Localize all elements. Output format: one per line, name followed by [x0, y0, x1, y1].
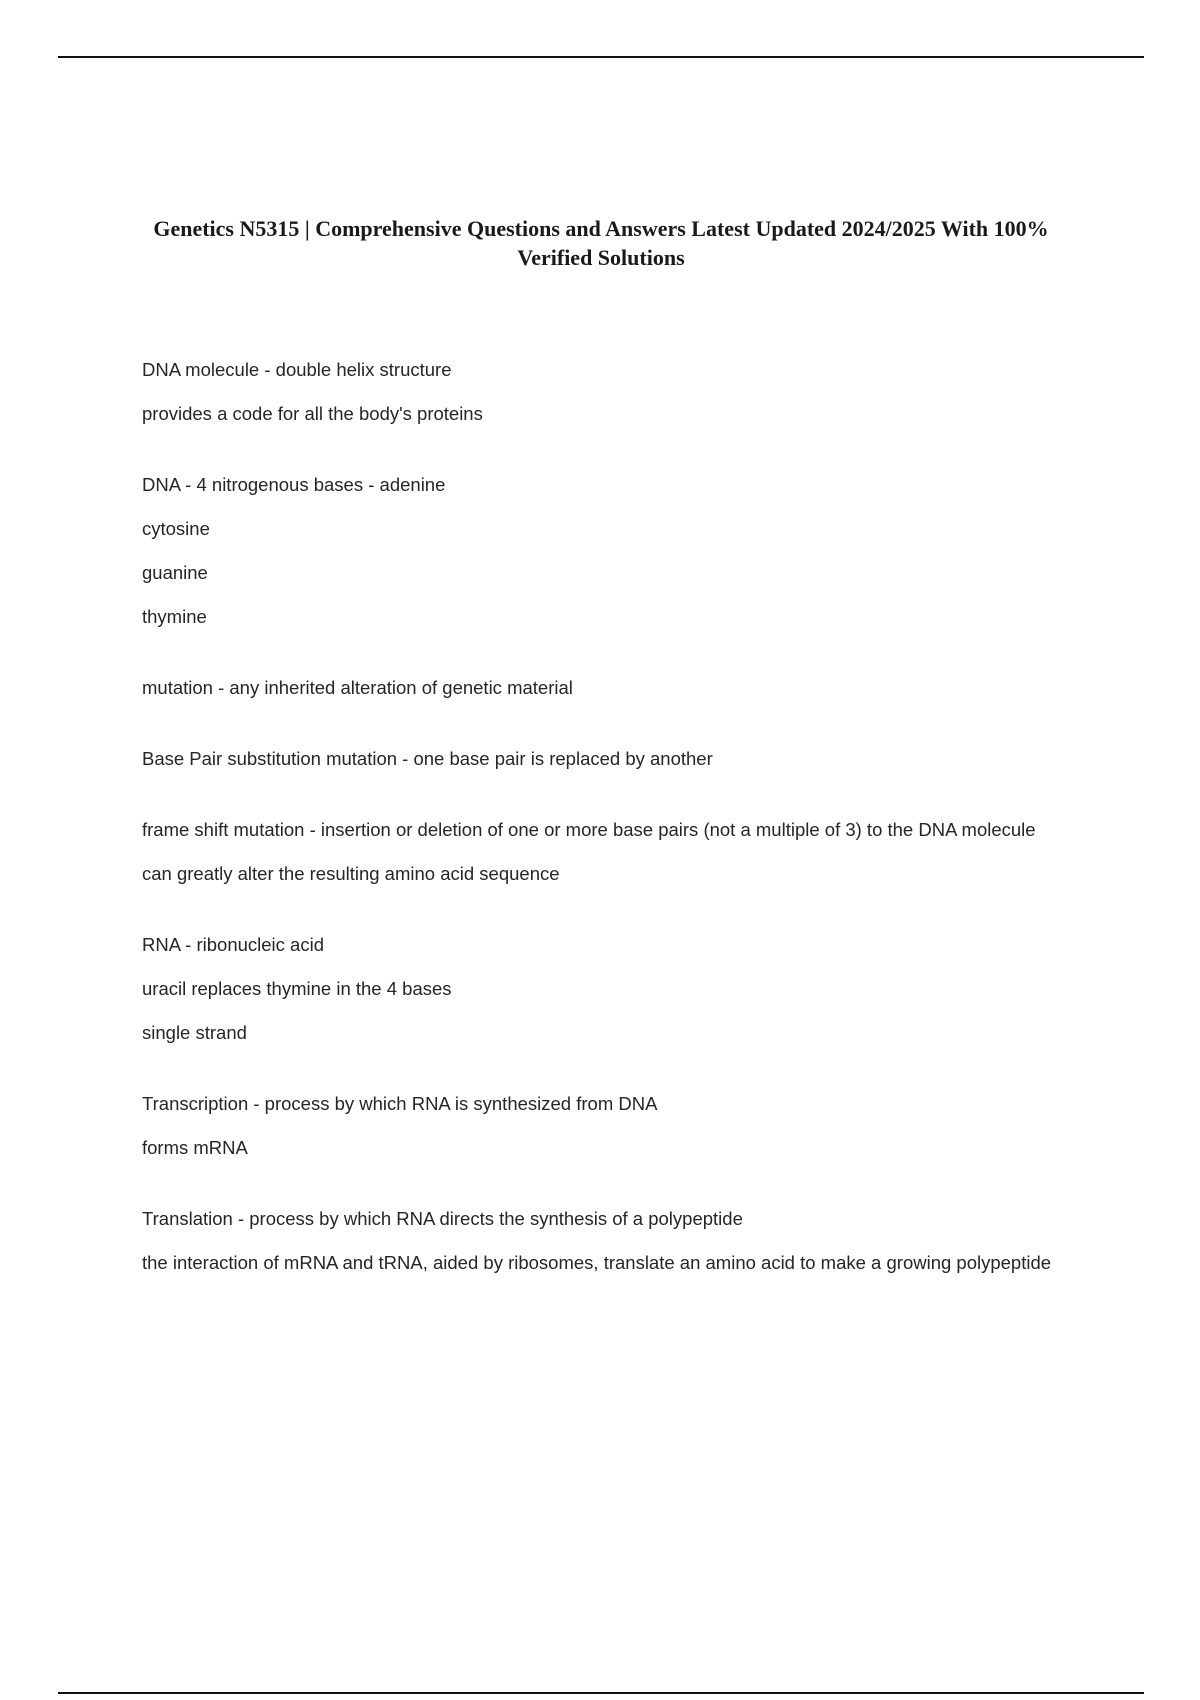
header-rule — [58, 56, 1144, 58]
qa-entry — [142, 1090, 1062, 1162]
document-body — [142, 356, 1062, 1320]
qa-entry — [142, 1205, 1062, 1277]
entry-line: RNA - ribonucleic acid — [142, 934, 324, 955]
entry-line: single strand — [142, 1022, 247, 1043]
footer-rule — [58, 1692, 1144, 1694]
entry-line: mutation - any inherited alteration of genetic material — [142, 677, 573, 698]
qa-entry — [142, 931, 1062, 1047]
entry-line: Transcription - process by which RNA is synthesized from DNA — [142, 1093, 658, 1114]
qa-entry — [142, 674, 1062, 702]
entry-line: frame shift mutation - insertion or deletion of one or more base pairs (not a multiple of 3) to the DNA molecule — [142, 819, 1036, 840]
document-title: Genetics N5315 | Comprehensive Questions and Answers Latest Updated 2024/2025 With 100% Verified Solutions — [153, 216, 1049, 270]
entry-line: Translation - process by which RNA directs the synthesis of a polypeptide — [142, 1208, 743, 1229]
qa-entry — [142, 356, 1062, 428]
entry-line: Base Pair substitution mutation - one base pair is replaced by another — [142, 748, 713, 769]
entry-line: cytosine — [142, 518, 210, 539]
entry-line: thymine — [142, 606, 207, 627]
entry-line: provides a code for all the body's proteins — [142, 403, 483, 424]
entry-line: the interaction of mRNA and tRNA, aided by ribosomes, translate an amino acid to make a growing polypeptide — [142, 1252, 1052, 1273]
qa-entry — [142, 745, 1062, 773]
qa-entry — [142, 471, 1062, 631]
entry-line: forms mRNA — [142, 1137, 248, 1158]
qa-entry — [142, 816, 1062, 888]
entry-line: uracil replaces thymine in the 4 bases — [142, 978, 452, 999]
entry-line: guanine — [142, 562, 208, 583]
entry-line: DNA molecule - double helix structure — [142, 359, 452, 380]
entry-line: can greatly alter the resulting amino acid sequence — [142, 863, 560, 884]
entry-line: DNA - 4 nitrogenous bases - adenine — [142, 474, 446, 495]
